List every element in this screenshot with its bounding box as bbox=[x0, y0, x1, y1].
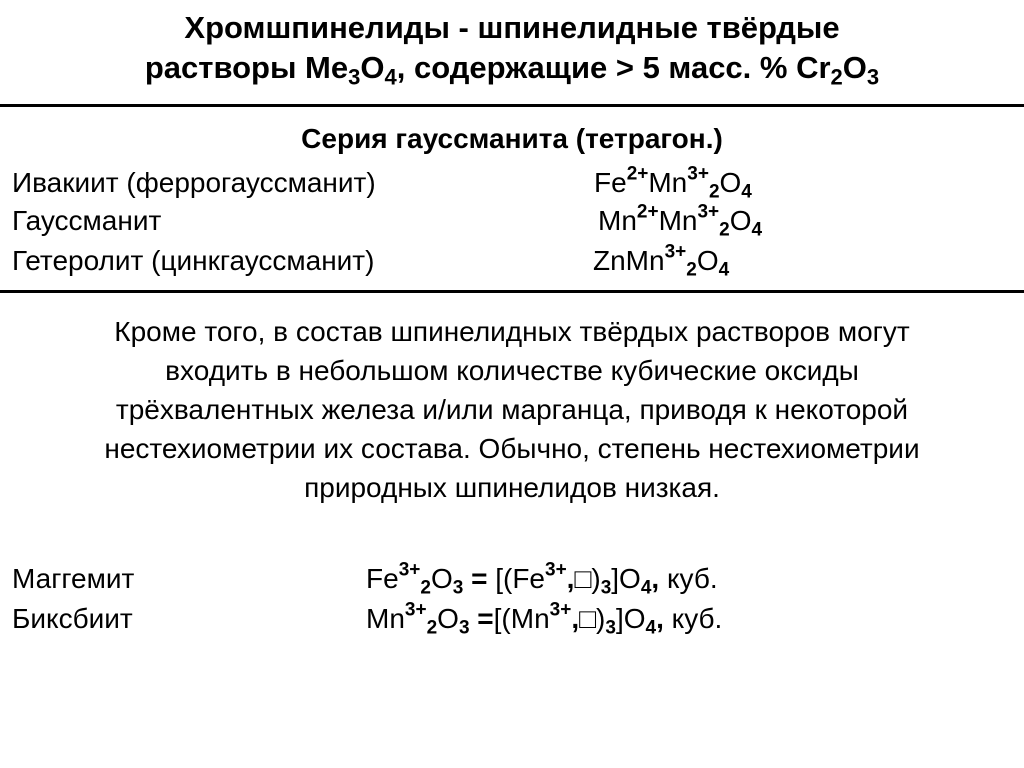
mineral-formula-hausmannite: $Mn^{2+}Mn^{3+}_2O_4$ bbox=[598, 201, 763, 241]
mineral-name-hausmannite: Гауссманит bbox=[12, 205, 162, 236]
equals-sign: = bbox=[471, 563, 488, 594]
title-line-2: растворы $Me_3O_4$, содержащие > 5 масс. % $Cr_2O_3$ bbox=[144, 50, 880, 90]
mineral-formula-bixbyite: $Mn^{3+}_2O_3$ $=[(Mn^{3+},□)_3]O_4$, куб. bbox=[366, 599, 723, 639]
title-line-1: Хромшпинелиды - шпинелидные твёрдые bbox=[184, 10, 840, 45]
mineral-name-hetaerolite: Гетеролит (цинкгауссманит) bbox=[12, 245, 375, 276]
divider-bottom bbox=[0, 290, 1024, 293]
paragraph-line: нестехиометрии их состава. Обычно, степень нестехиометрии bbox=[104, 433, 920, 464]
mineral-formula-ivakiit: $Fe^{2+}Mn^{3+}_2O_4$ bbox=[594, 163, 752, 203]
divider-top bbox=[0, 104, 1024, 107]
paragraph-line: входить в небольшом количестве кубические оксиды bbox=[165, 355, 859, 386]
series-heading: Серия гауссманита (тетрагон.) bbox=[301, 123, 723, 154]
mineral-name-bixbyite: Биксбиит bbox=[12, 603, 133, 634]
slide-title bbox=[0, 8, 1024, 88]
mineral-name-ivakiit: Ивакиит (феррогауссманит) bbox=[12, 167, 376, 198]
paragraph-line: трёхвалентных железа и/или марганца, приводя к некоторой bbox=[115, 394, 909, 425]
paragraph-line: природных шпинелидов низкая. bbox=[304, 472, 720, 503]
mineral-name-maghemite: Маггемит bbox=[12, 563, 135, 594]
mineral-formula-hetaerolite: $ZnMn^{3+}_2O_4$ bbox=[593, 241, 730, 281]
mineral-formula-maghemite: $Fe^{3+}_2O_3$ = $[(Fe^{3+},□)_3]O_4$, куб. bbox=[366, 559, 718, 599]
body-paragraph bbox=[0, 312, 1024, 507]
equals-sign: = bbox=[477, 603, 494, 634]
paragraph-line: Кроме того, в состав шпинелидных твёрдых растворов могут bbox=[114, 316, 910, 347]
